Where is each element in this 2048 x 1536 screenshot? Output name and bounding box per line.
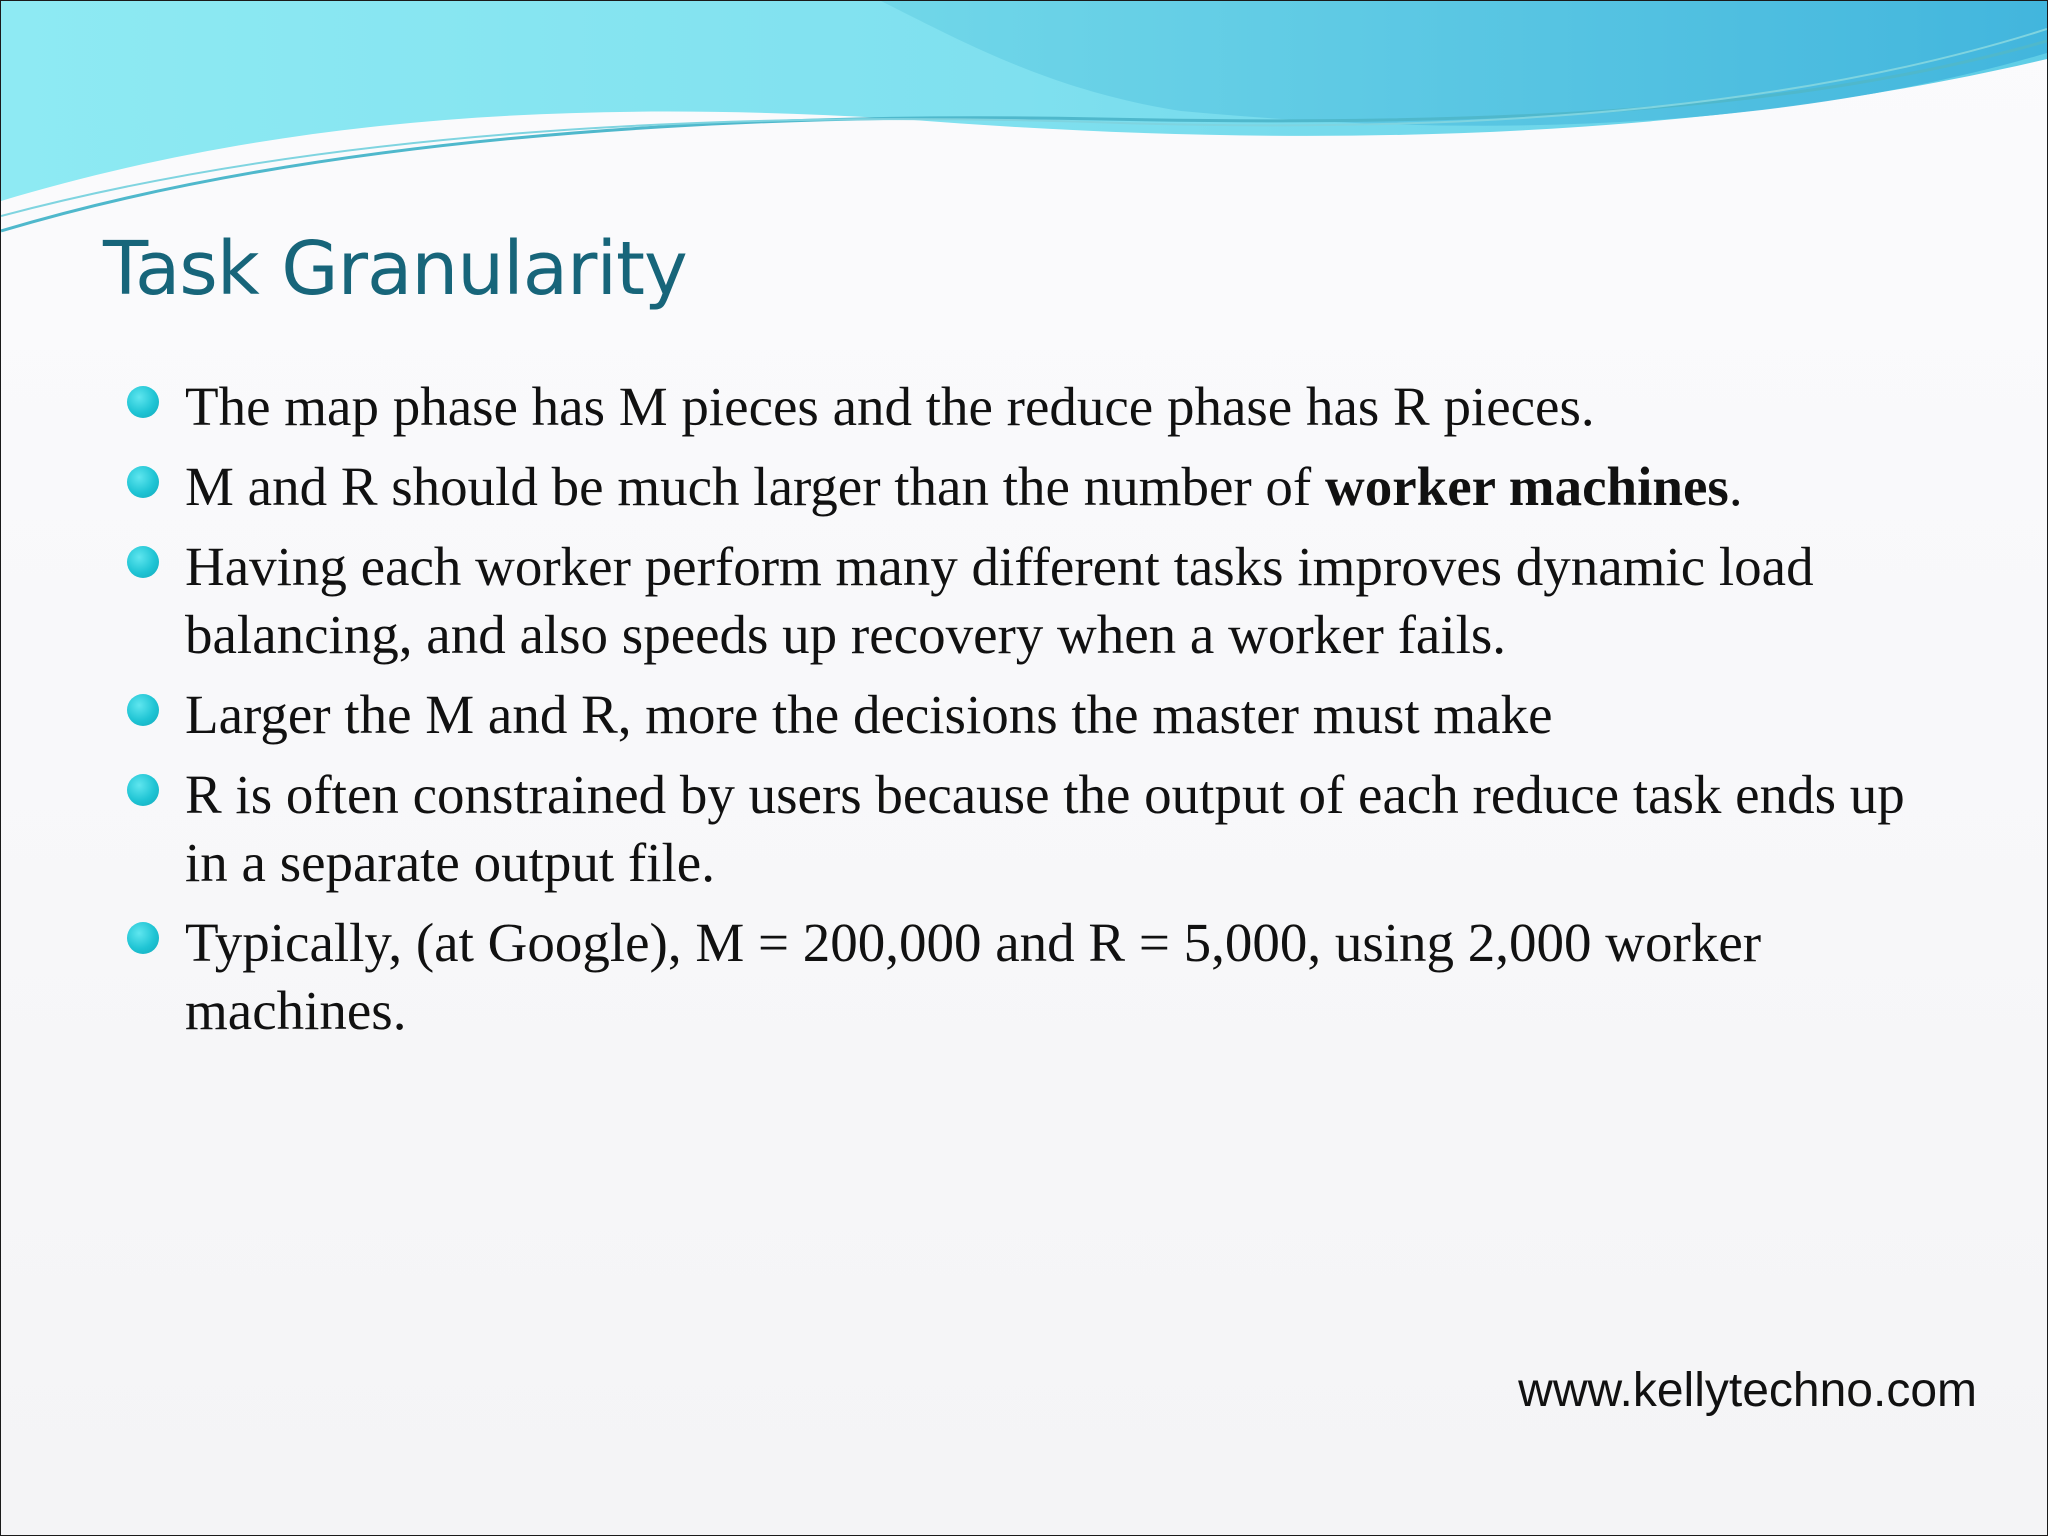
- bullet-item: [127, 681, 1927, 749]
- slide-title: Task Granularity: [103, 226, 687, 312]
- bullet-list: [127, 373, 1927, 1057]
- bullet-dot-icon: [127, 694, 159, 726]
- bullet-text: [185, 456, 1743, 517]
- bullet-item: [127, 373, 1927, 441]
- bullet-text: Typically, (at Google), M = 200,000 and R = 5,000, using 2,000 worker machines.: [185, 912, 1762, 1041]
- footer-url: www.kellytechno.com: [1518, 1364, 1977, 1417]
- bullet-text-part: M and R should be much larger than the number of: [185, 456, 1325, 517]
- bullet-dot-icon: [127, 922, 159, 954]
- bullet-text-part: .: [1728, 456, 1743, 517]
- bullet-item: [127, 909, 1927, 1045]
- bullet-dot-icon: [127, 466, 159, 498]
- bullet-text-bold: worker machines: [1325, 456, 1729, 517]
- bullet-item: [127, 533, 1927, 669]
- bullet-dot-icon: [127, 546, 159, 578]
- bullet-text: Having each worker perform many different tasks improves dynamic load balancing, and also speeds up recovery when a worker fails.: [185, 536, 1814, 665]
- header-wave-decoration: [1, 1, 2047, 241]
- bullet-dot-icon: [127, 386, 159, 418]
- bullet-text: Larger the M and R, more the decisions the master must make: [185, 684, 1553, 745]
- bullet-item: [127, 453, 1927, 521]
- bullet-text: The map phase has M pieces and the reduce phase has R pieces.: [185, 376, 1595, 437]
- bullet-text: R is often constrained by users because the output of each reduce task ends up in a separate output file.: [185, 764, 1905, 893]
- bullet-dot-icon: [127, 774, 159, 806]
- bullet-item: [127, 761, 1927, 897]
